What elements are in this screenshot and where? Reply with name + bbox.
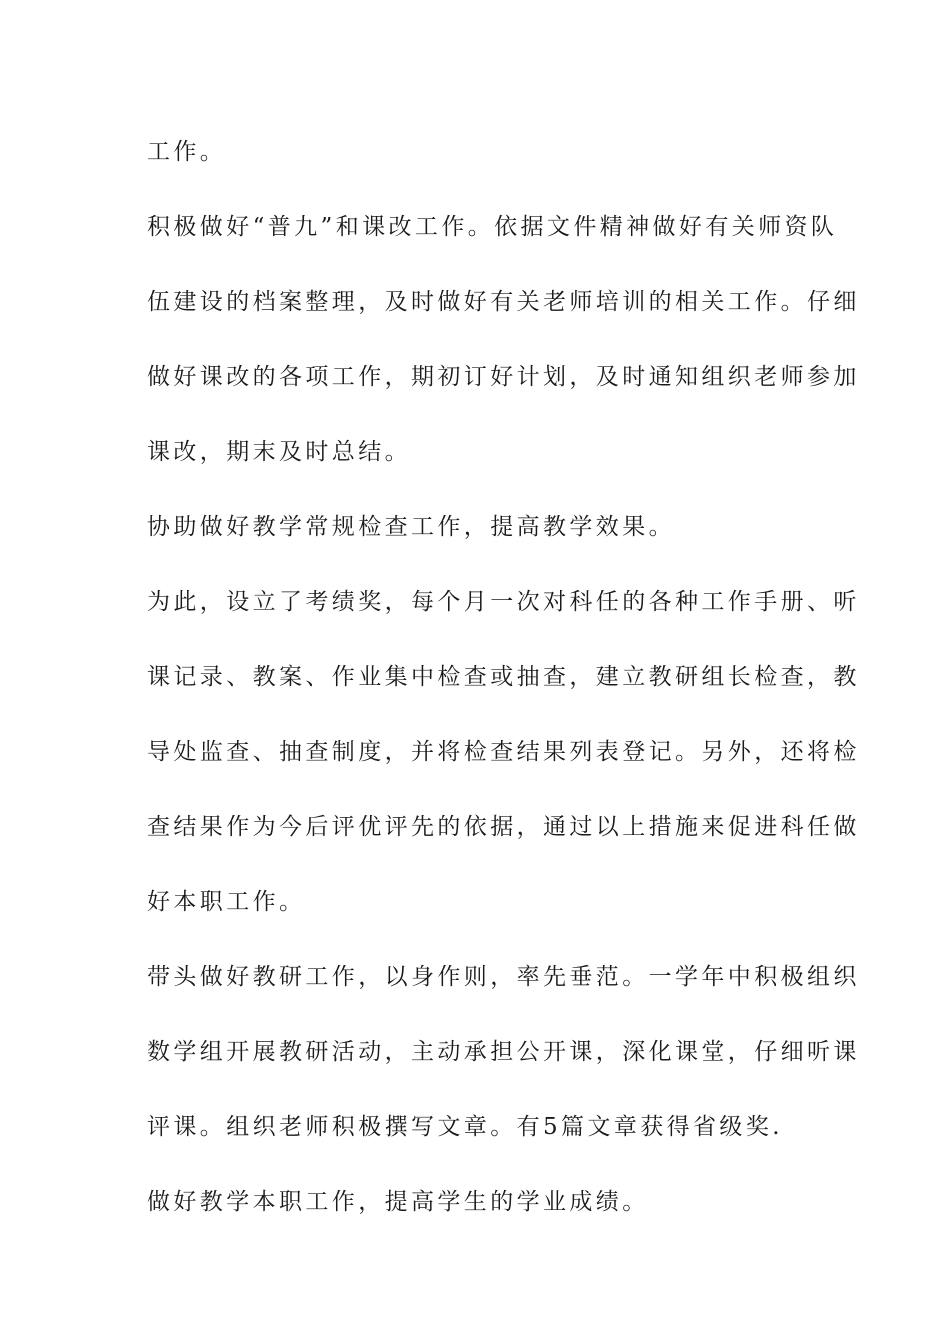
text-line-15: 做好教学本职工作，提高学生的学业成绩。: [147, 1189, 649, 1215]
text-line-3: 伍建设的档案整理，及时做好有关老师培训的相关工作。仔细: [147, 289, 860, 315]
text-line-5: 课改，期末及时总结。: [147, 439, 411, 465]
text-line-11: 好本职工作。: [147, 889, 306, 915]
text-line-7: 为此，设立了考绩奖，每个月一次对科任的各种工作手册、听: [147, 589, 860, 615]
text-line-12: 带头做好教研工作，以身作则，率先垂范。一学年中积极组织: [147, 964, 860, 990]
text-line-1: 工作。: [147, 139, 227, 165]
text-line-8: 课记录、教案、作业集中检查或抽查，建立教研组长检查，教: [147, 664, 860, 690]
text-line-13: 数学组开展教研活动，主动承担公开课，深化课堂，仔细听课: [147, 1039, 860, 1065]
text-line-14: 评课。组织老师积极撰写文章。有5篇文章获得省级奖.: [147, 1114, 783, 1140]
text-line-10: 查结果作为今后评优评先的依据，通过以上措施来促进科任做: [147, 814, 860, 840]
text-line-9: 导处监查、抽查制度，并将检查结果列表登记。另外，还将检: [147, 739, 860, 765]
text-line-6: 协助做好教学常规检查工作，提高教学效果。: [147, 514, 675, 540]
text-line-4: 做好课改的各项工作，期初订好计划，及时通知组织老师参加: [147, 364, 860, 390]
text-line-2: 积极做好“普九”和课改工作。依据文件精神做好有关师资队: [147, 214, 838, 240]
